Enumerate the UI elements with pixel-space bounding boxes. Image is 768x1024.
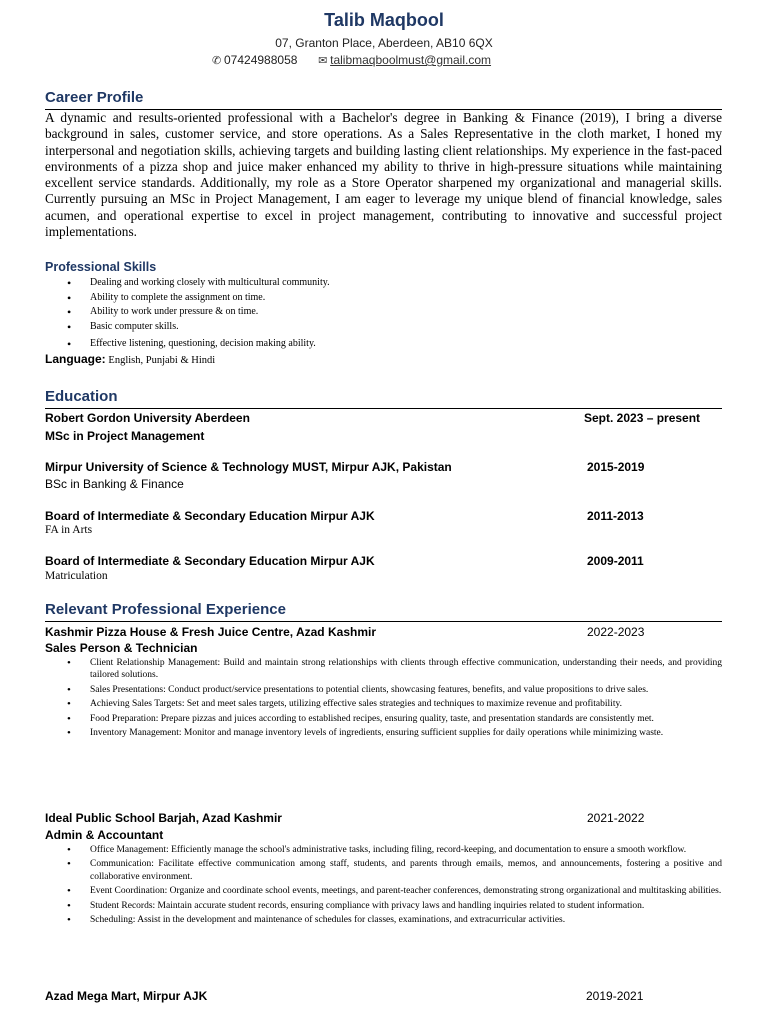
skill-item: • Basic computer skills. <box>45 320 330 337</box>
skill-item: • Ability to complete the assignment on time. <box>45 291 330 306</box>
envelope-icon: ✉ <box>318 55 328 67</box>
duty-item: • Inventory Management: Monitor and manage inventory levels of ingredients, ensuring sufficient supplies for daily operations while minimizing waste. <box>45 727 722 739</box>
job-entry <box>45 811 722 826</box>
institution: Board of Intermediate & Secondary Education Mirpur AJK <box>45 509 375 523</box>
degree: MSc in Project Management <box>45 429 205 443</box>
job-dates: 2019-2021 <box>586 989 644 1003</box>
career-profile-text: A dynamic and results-oriented professional with a Bachelor's degree in Banking & Finance (2019), I bring a diverse background in sales, customer service, and store operations. As a Sales Representative in the cloth market, I honed my interpersonal and negotiation skills, achieving targets and building lasting client relationships. My experience in the fast-paced environments of a pizza shop and juice maker enhanced my ability to thrive in high-pressure situations while maintaining excellent service standards. Additionally, my role as a Store Operator sharpened my organizational and managerial skills. Currently pursuing an MSc in Project Management, I am eager to leverage my unique blend of financial knowledge, sales acumen, and operational expertise to excel in project management, contributing to innovative and successful project implementations. <box>45 110 722 240</box>
education-entry <box>45 460 722 475</box>
job-title: Admin & Accountant <box>45 828 164 842</box>
email-link[interactable]: talibmaqboolmust@gmail.com <box>330 53 492 67</box>
skill-item: • Effective listening, questioning, decision making ability. <box>45 337 330 352</box>
job-dates: 2021-2022 <box>587 811 645 825</box>
professional-skills-heading: Professional Skills <box>45 260 157 274</box>
employer: Ideal Public School Barjah, Azad Kashmir <box>45 811 282 825</box>
institution: Board of Intermediate & Secondary Education Mirpur AJK <box>45 554 375 568</box>
duty-item: • Communication: Facilitate effective communication among staff, students, and parents through emails, memos, and announcements, fostering a positive and collaborative environment. <box>45 858 722 883</box>
education-dates: 2015-2019 <box>587 460 645 474</box>
experience-heading: Relevant Professional Experience <box>45 601 286 618</box>
language-value: English, Punjabi & Hindi <box>108 355 216 366</box>
education-entry <box>45 554 722 569</box>
job-dates: 2022-2023 <box>587 625 645 639</box>
job-duties <box>45 844 722 928</box>
job-title: Sales Person & Technician <box>45 641 198 655</box>
duty-item: • Client Relationship Management: Build and maintain strong relationships with clients through effective communication, understanding their needs, and providing tailored solutions. <box>45 657 722 682</box>
duty-item: • Achieving Sales Targets: Set and meet sales targets, utilizing effective sales strategies and techniques to maximize revenue and profitability. <box>45 698 722 710</box>
skills-list <box>45 276 330 351</box>
degree: FA in Arts <box>45 524 93 536</box>
duty-item: • Event Coordination: Organize and coordinate school events, meetings, and parent-teacher conferences, demonstrating strong organizational and multitasking abilities. <box>45 885 722 897</box>
duty-item: • Scheduling: Assist in the development and maintenance of schedules for classes, examinations, and extracurricular activities. <box>45 914 722 926</box>
contact-line <box>212 53 491 67</box>
duty-item: • Student Records: Maintain accurate student records, ensuring compliance with privacy laws and handling inquiries related to student information. <box>45 900 722 912</box>
education-rule <box>45 408 722 409</box>
employer: Azad Mega Mart, Mirpur AJK <box>45 989 208 1003</box>
employer: Kashmir Pizza House & Fresh Juice Centre, Azad Kashmir <box>45 625 376 639</box>
degree: BSc in Banking & Finance <box>45 477 184 491</box>
education-dates: 2009-2011 <box>587 554 644 568</box>
career-profile-heading: Career Profile <box>45 89 144 106</box>
skill-item: • Dealing and working closely with multicultural community. <box>45 276 330 291</box>
job-duties <box>45 657 722 741</box>
language-line <box>45 352 215 366</box>
address: 07, Granton Place, Aberdeen, AB10 6QX <box>275 36 493 50</box>
duty-item: • Food Preparation: Prepare pizzas and juices according to established recipes, ensuring quality, taste, and presentation standards are consistently met. <box>45 713 722 725</box>
duty-item: • Office Management: Efficiently manage the school's administrative tasks, including filing, record-keeping, and documentation to ensure a smooth workflow. <box>45 844 722 856</box>
education-entry <box>45 509 722 524</box>
skill-item: • Ability to work under pressure & on time. <box>45 305 330 320</box>
education-heading: Education <box>45 388 118 405</box>
institution: Mirpur University of Science & Technology MUST, Mirpur AJK, Pakistan <box>45 460 452 474</box>
degree: Matriculation <box>45 570 108 582</box>
education-dates: 2011-2013 <box>587 509 644 523</box>
education-entry <box>45 411 722 426</box>
candidate-name: Talib Maqbool <box>324 10 444 30</box>
phone-icon: ✆ <box>212 55 222 67</box>
job-entry <box>45 625 722 640</box>
duty-item: • Sales Presentations: Conduct product/service presentations to potential clients, showcasing features, benefits, and value propositions to drive sales. <box>45 684 722 696</box>
experience-rule <box>45 621 722 622</box>
education-dates: Sept. 2023 – present <box>584 411 701 425</box>
job-entry <box>45 989 722 1004</box>
institution: Robert Gordon University Aberdeen <box>45 411 250 425</box>
language-label: Language: <box>45 352 106 366</box>
phone-number: 07424988058 <box>224 53 298 67</box>
